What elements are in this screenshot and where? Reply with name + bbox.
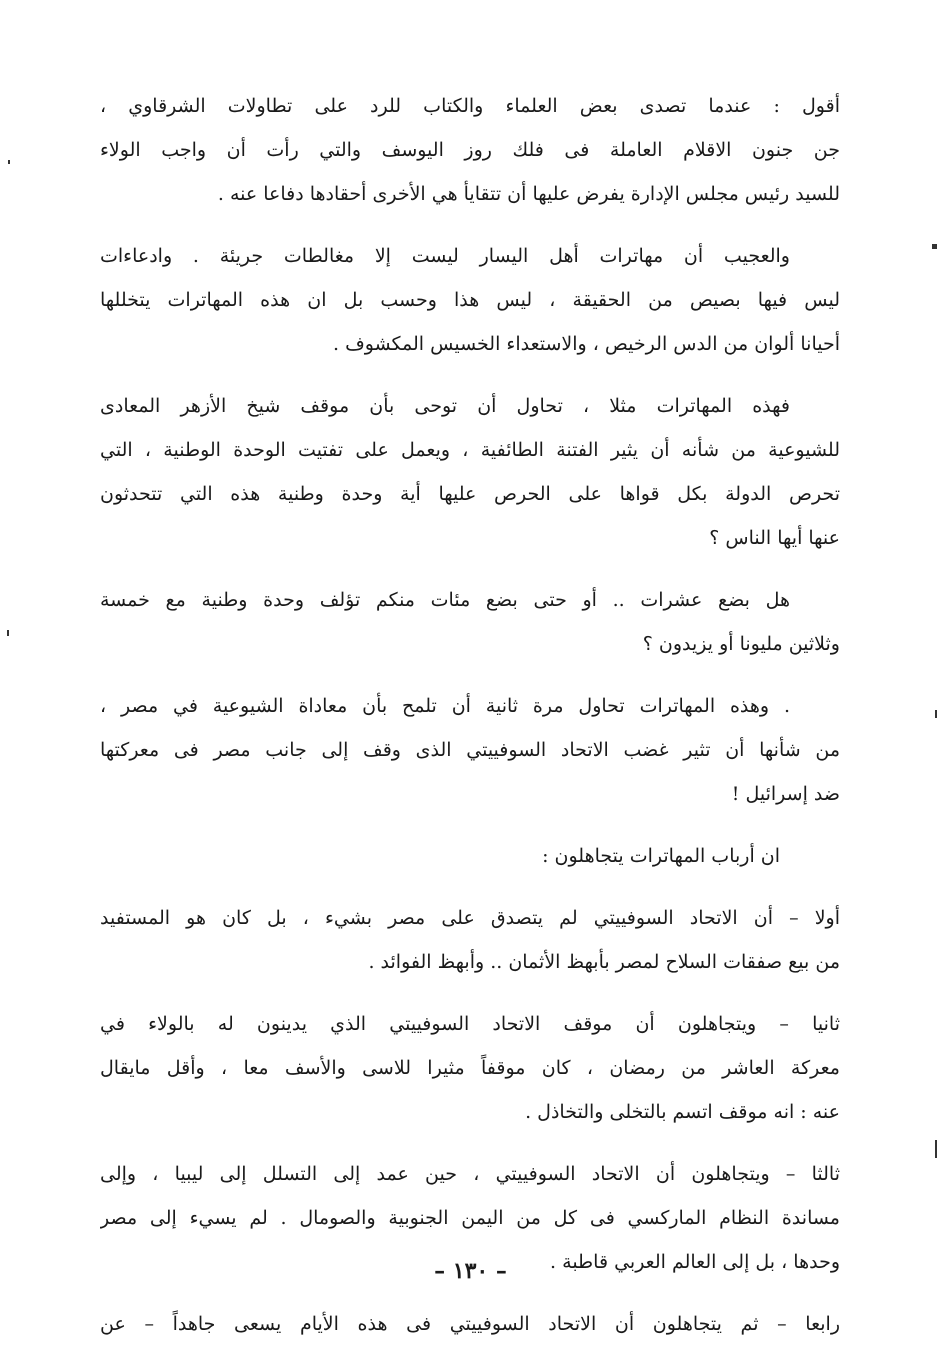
scan-mark [8, 160, 10, 164]
text-line: عنه : انه موقف اتسم بالتخلى والتخاذل . [525, 1101, 840, 1123]
text-line: رابعا – ثم يتجاهلون أن الاتحاد السوفييتي فى هذه الأيام يسعى جاهداً – عن [100, 1313, 840, 1335]
paragraph-6 [100, 834, 840, 878]
paragraph-4 [100, 578, 840, 666]
text-line: . وهذه المهاترات تحاول مرة ثانية أن تلمح بأن معاداة الشيوعية في مصر ، [100, 695, 790, 717]
text-line: جن جنون الاقلام العاملة فى فلك روز اليوسف والتي رأت أن واجب الولاء [100, 139, 840, 161]
text-line: ليس فيها بصيص من الحقيقة ، ليس هذا وحسب بل ان هذه المهاترات يتخللها [100, 289, 840, 311]
text-line: وثلاثين مليونا أو يزيدون ؟ [642, 633, 840, 655]
paragraph-3 [100, 384, 840, 560]
text-line: فهذه المهاترات مثلا ، تحاول أن توحى بأن موقف شيخ الأزهر المعادى [100, 395, 790, 417]
text-line: من بيع صفقات السلاح لمصر بأبهظ الأثمان .. وأبهظ الفوائد . [368, 951, 840, 973]
text-line: وحدها ، بل إلى العالم العربي قاطبة . [550, 1251, 840, 1273]
scan-mark [932, 244, 937, 249]
text-line: والعجيب أن مهاترات أهل اليسار ليست إلا مغالطات جريئة . وادعاءات [100, 245, 790, 267]
text-line: هل بضع عشرات .. أو حتى بضع مئات منكم تؤلف وحدة وطنية مع خمسة [100, 589, 790, 611]
paragraph-10 [100, 1302, 840, 1346]
paragraph-8 [100, 1002, 840, 1134]
text-line: للسيد رئيس مجلس الإدارة يفرض عليها أن تتقايأ هي الأخرى أحقادها دفاعا عنه . [217, 183, 840, 205]
text-line: أحيانا ألوان من الدس الرخيص ، والاستعداء الخسيس المكشوف . [333, 333, 840, 355]
scan-mark [935, 710, 937, 718]
text-line: ثانيا – ويتجاهلون أن موقف الاتحاد السوفييتي الذي يدينون له بالولاء في [100, 1013, 840, 1035]
section-heading: ان أرباب المهاترات يتجاهلون : [542, 845, 780, 867]
page-number: – ١٣٠ – [434, 1258, 507, 1284]
text-line: من شأنها أن تثير غضب الاتحاد السوفييتي الذى وقف إلى جانب مصر فى معركتها [100, 739, 840, 761]
text-line: عنها أيها الناس ؟ [709, 527, 840, 549]
text-line: معركة العاشر من رمضان ، كان موقفاً مثيرا للاسى والأسف معا ، وأقل مايقال [100, 1057, 840, 1079]
text-line: للشيوعية من شأنه أن يثير الفتنة الطائفية ، ويعمل على تفتيت الوحدة الوطنية ، التي [100, 439, 840, 461]
paragraph-5 [100, 684, 840, 816]
text-line: تحرص الدولة بكل قواها على الحرص عليها أية وحدة وطنية هذه التي تتحدثون [100, 483, 840, 505]
scan-mark [7, 630, 9, 636]
scan-mark [935, 1140, 937, 1158]
paragraph-7 [100, 896, 840, 984]
text-line: ضد إسرائيل ! [731, 783, 840, 805]
text-line: أقول : عندما تصدى بعض العلماء والكتاب للرد على تطاولات الشرقاوي ، [100, 95, 840, 117]
document-body [100, 84, 840, 1364]
paragraph-2 [100, 234, 840, 366]
text-line: مساندة النظام الماركسي فى كل من اليمن الجنوبية والصومال . لم يسيء إلى مصر [100, 1207, 840, 1229]
text-line: ثالثا – ويتجاهلون أن الاتحاد السوفييتي ، حين عمد إلى التسلل إلى ليبيا ، وإلى [100, 1163, 840, 1185]
text-line: أولا – أن الاتحاد السوفييتي لم يتصدق على مصر بشيء ، بل كان هو المستفيد [100, 907, 840, 929]
paragraph-1 [100, 84, 840, 216]
